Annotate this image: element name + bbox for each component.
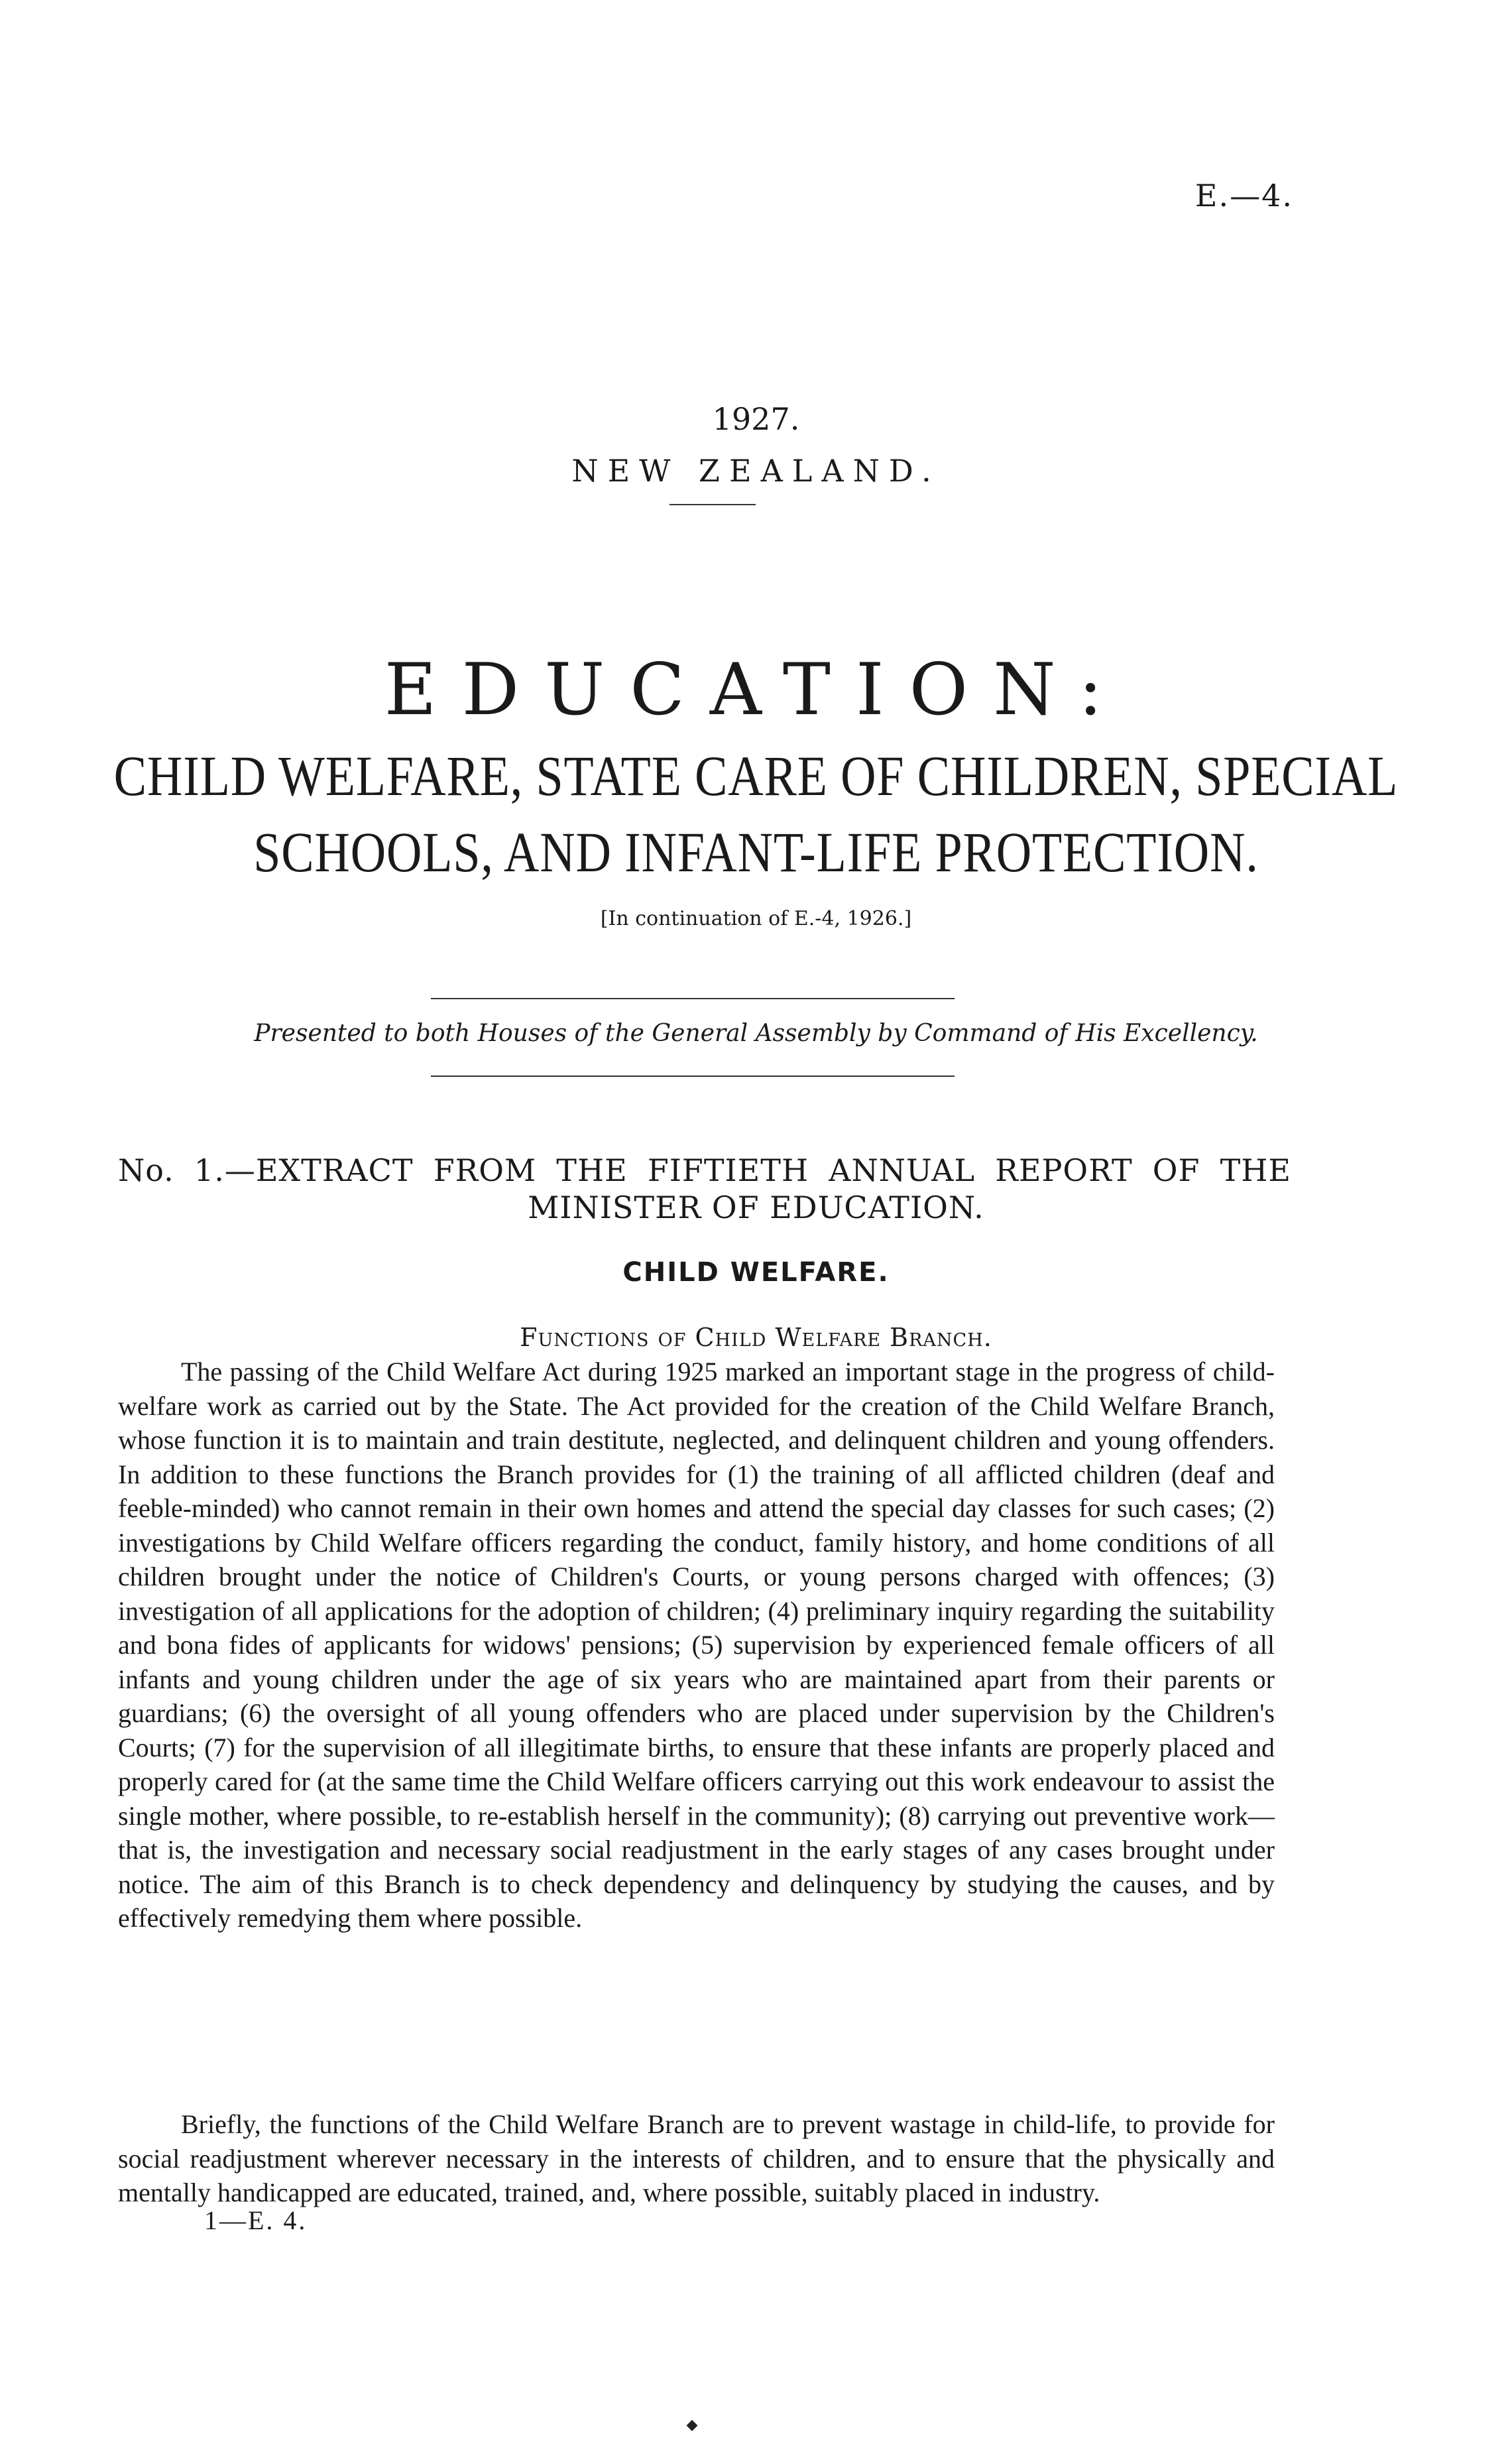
report-heading-line-2: MINISTER OF EDUCATION. [528, 1190, 984, 1225]
divider [669, 504, 756, 505]
presented-line: Presented to both Houses of the General Assembly by Command of His Excellency. [254, 1020, 1258, 1047]
printer-mark-icon [687, 2420, 698, 2431]
subsection-heading: Functions of Child Welfare Branch. [520, 1323, 992, 1352]
divider [431, 1076, 955, 1077]
page-title: EDUCATION: [384, 648, 1128, 731]
page-signature: 1—E. 4. [204, 2205, 308, 2235]
divider [431, 998, 955, 999]
country: NEW ZEALAND. [571, 453, 941, 489]
document-code: E.—4. [1194, 178, 1293, 214]
subtitle-line-2: SCHOOLS, AND INFANT-LIFE PROTECTION. [253, 820, 1259, 884]
year: 1927. [712, 401, 800, 437]
continuation-note: [In continuation of E.-4, 1926.] [600, 907, 912, 930]
body-paragraph: Briefly, the functions of the Child Welfare Branch are to prevent wastage in child-life, to provide for social readjustment wherever necessary in the interests of children, and to ensure that the physically and mentally handicapped are educated, trained, and, where possible, suitably placed in industry. [118, 2109, 1275, 2207]
body-paragraph: The passing of the Child Welfare Act during 1925 marked an important stage in the progress of child-welfare work as carried out by the State. The Act provided for the creation of the Child Welfare Branch, whose function it is to maintain and train destitute, neglected, and delinquent children and young offenders. In addition to these functions the Branch provides for (1) the training of all afflicted children (deaf and feeble-minded) who cannot remain in their own homes and attend the special day classes for such cases; (2) investigations by Child Welfare officers regarding the conduct, family history, and home conditions of all children brought under the notice of Children's Courts, or young persons charged with offences; (3) investigation of all applications for the adoption of children; (4) preliminary inquiry regarding the suitability and bona fides of applicants for widows' pensions; (5) supervision by experienced female officers of all infants and young children under the age of six years who are maintained apart from their parents or guardians; (6) the oversight of all young offenders who are placed under supervision by the Children's Courts; (7) for the supervision of all illegitimate births, to ensure that these infants are properly placed and properly cared for (at the same time the Child Welfare officers carrying out this work endeavour to assist the single mother, where possible, to re-establish herself in the community); (8) carrying out preventive work—that is, the investigation and necessary social readjustment in the early stages of any cases brought under notice. The aim of this Branch is to check dependency and delinquency by studying the causes, and by effectively remedying them where possible. [118, 1357, 1275, 1933]
report-heading-line-1: No. 1.—EXTRACT FROM THE FIFTIETH ANNUAL REPORT OF THE [118, 1152, 1291, 1188]
section-heading: CHILD WELFARE. [622, 1257, 890, 1288]
subtitle-line-1: CHILD WELFARE, STATE CARE OF CHILDREN, SPECIAL [113, 744, 1399, 808]
